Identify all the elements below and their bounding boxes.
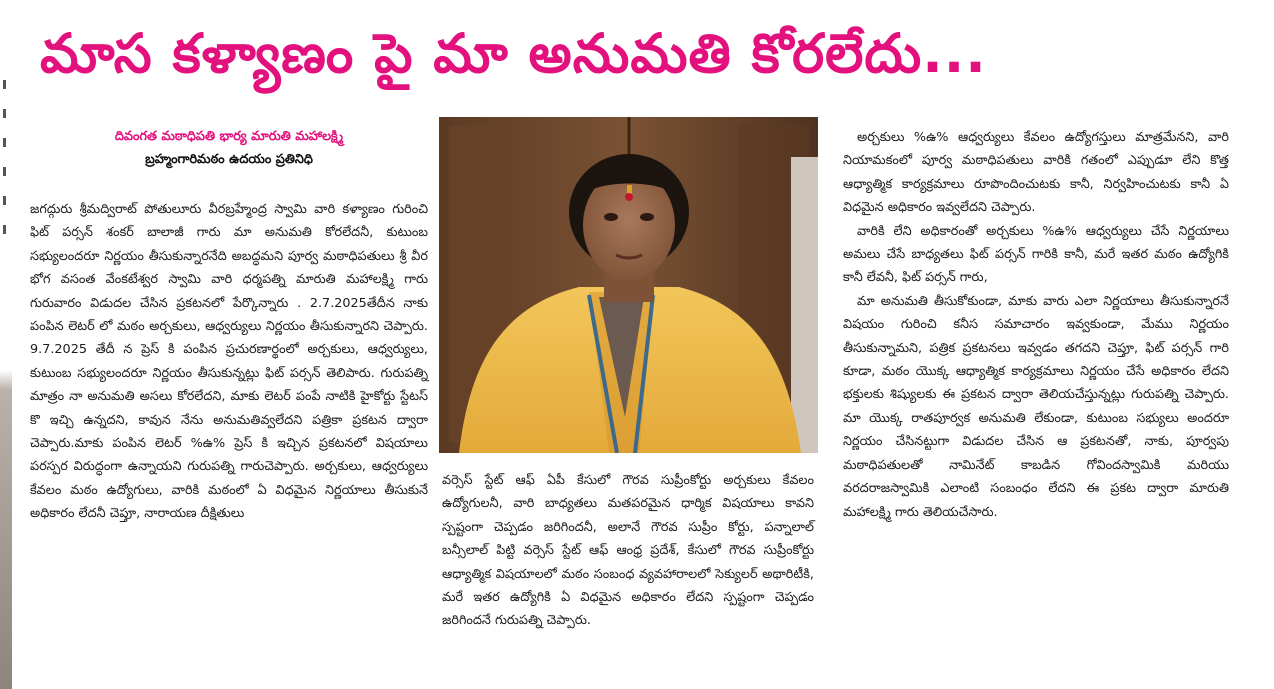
byline [30,125,428,171]
headline: మాస కళ్యాణం పై మా అనుమతి కోరలేదు... [40,22,987,85]
paragraph: అర్చకులు %ఉ% ఆధ్వర్యులు కేవలం ఉద్యోగస్తులు మాత్రమేనని, వారి నియామకంలో పూర్వ మఠాధిపతులు వారికి గతంలో ఎప్పుడూ లేని కొత్త ఆధ్యాత్మిక కార్యక్రమాలు రూపొందించుటకు కానీ, నిర్వహించుటకు కానీ ఏ విధమైన అధికారం ఇవ్వలేదని చెప్పారు. [843,130,1229,216]
paragraph: వర్సెస్ స్టేట్ ఆఫ్ ఏపీ కేసులో గౌరవ సుప్రీంకోర్టు అర్చకులు కేవలం ఉద్యోగులనీ, వారి బాధ్యతలు మతపరమైన ధార్మిక విషయాలు కావని స్పష్టంగా చెప్పడం జరిగిందనీ, అలానే గౌరవ సుప్రీం కోర్టు, పన్నాలాల్ బన్సీలాల్ పిట్టి వర్సెస్ స్టేట్ ఆఫ్ ఆంధ్ర ప్రదేశ్, కేసులో గౌరవ సుప్రీంకోర్టు ఆధ్యాత్మిక విషయాలలో మఠం సంబంధ వ్యవహారాలలో సెక్యులర్ అథారిటీకి, మరే ఇతర ఉద్యోగికి ఏ విధమైన అధికారం లేదని స్పష్టంగా చెప్పడం జరిగిందనే గురుపత్ని చెప్పారు. [442,473,814,629]
article-column-middle [442,469,814,633]
portrait-photo [439,117,818,453]
byline-name: దివంగత మఠాధిపతి భార్య మారుతి మహాలక్ష్మి [114,129,344,144]
paragraph: వారికి లేని అధికారంతో అర్చకులు %ఉ% ఆధ్వర్యులు చేసే నిర్ణయాలు అమలు చేసే బాధ్యతలు ఫిట్ పర్సన్ గారికి కానీ, మరే ఇతర మఠం ఉద్యోగికి కానీ లేవనీ, ఫిట్ పర్సన్ గారు, [843,223,1229,286]
article-column-left [30,198,428,526]
paragraph: మా అనుమతి తీసుకోకుండా, మాకు వారు ఎలా నిర్ణయాలు తీసుకున్నారనే విషయం గురించి కనీస సమాచారం ఇవ్వకుండా, మేము నిర్ణయం తీసుకున్నామని, పత్రిక ప్రకటనలు ఇవ్వడం తగదని చెప్తూ, ఫిట్ పర్సన్ గారి కూడా, మఠం యొక్క ఆధ్యాత్మిక కార్యక్రమాలు నిర్ణయం చేసే అధికారం లేదని భక్తులకు శిష్యులకు ఈ ప్రకటన ద్వారా తెలియచేస్తున్నట్లు గురుపత్ని చెప్పారు. మా యొక్క రాతపూర్వక అనుమతి లేకుండా, కుటుంబ సభ్యులు అందరూ నిర్ణయం చేసినట్టుగా విడుదల చేసిన ఆ ప్రకటనతో, నాకు, పూర్వపు మఠాధిపతులతో నామినేట్ కాబడిన గోవిందస్వామికి మరియు వరదరాజస్వామికి ఎలాంటి సంబంధం లేదని ఈ ప్రకట ద్వారా మారుతి మహాలక్ష్మి గారు తెలియచేసారు. [843,293,1229,520]
page-edge-strip [0,0,12,689]
byline-place: బ్రహ్మంగారిమఠం ఉదయం ప్రతినిధి [145,152,313,167]
edge-marks [3,80,7,254]
paragraph: జగద్గురు శ్రీమద్విరాట్ పోతులూరు వీరబ్రహ్మేంద్ర స్వామి వారి కళ్యాణం గురించి ఫిట్ పర్సన్ శంకర్ బాలాజీ గారు మా అనుమతి కోరలేదనీ, కుటుంబ సభ్యులందరూ నిర్ణయం తీసుకున్నారనేది అబద్ధమని పూర్వ మఠాధిపతులు శ్రీ వీర భోగ వసంత వేంకటేశ్వర స్వామి వారి ధర్మపత్ని మారుతి మహాలక్ష్మి గారు గురువారం విడుదల చేసిన ప్రకటనలో పేర్కొన్నారు . 2.7.2025తేదీన నాకు పంపిన లెటర్ లో మఠం అర్చకులు, ఆధ్వర్యులు నిర్ణయం తీసుకున్నారని చెప్పారు. 9.7.2025 తేదీ న ప్రెస్ కి పంపిన ప్రచురణార్థంలో అర్చకులు, ఆధ్వర్యులు, కుటుంబ సభ్యులందరూ నిర్ణయం తీసుకున్నట్లు ఫిట్ పర్సన్ తెలిపారు. గురుపత్ని మాత్రం నా అనుమతి అసలు కోరలేదని, మాకు లెటర్ పంపే నాటికి హైకోర్టు స్టేటస్ కొ ఇచ్చి ఉన్నదని, కావున నేను అనుమతివ్వలేదని పత్రికా ప్రకటన ద్వారా చెప్పారు.మాకు పంపిన లెటర్ %ఉ% ప్రెస్ కి ఇచ్చిన ప్రకటనలో విషయాలు పరస్పర విరుద్ధంగా ఉన్నాయని గురుపత్ని గారుచెప్పారు. అర్చకులు, ఆధ్వర్యులు కేవలం మఠం ఉద్యోగులు, వారికి మఠంలో ఏ విధమైన నిర్ణయాలు తీసుకునే అధికారం లేదనీ చెప్తూ, నారాయణ దీక్షితులు [30,202,428,522]
article-column-right [843,126,1229,524]
